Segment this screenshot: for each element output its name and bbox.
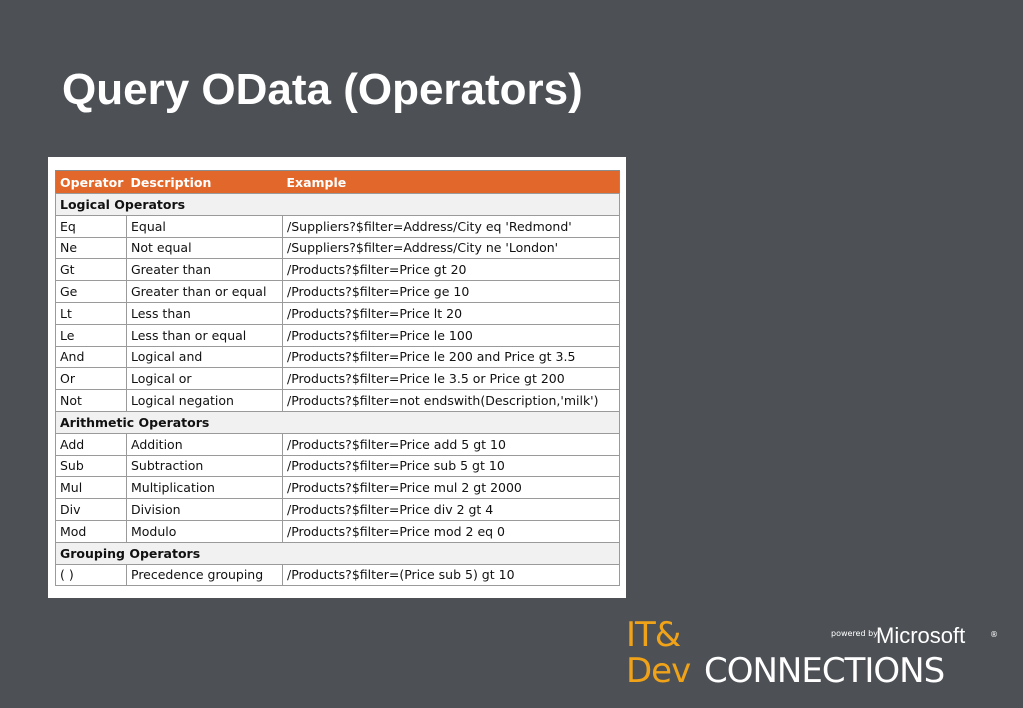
table-row bbox=[56, 259, 620, 281]
operator-cell: Eq bbox=[56, 215, 127, 237]
operator-cell: Lt bbox=[56, 302, 127, 324]
logo-dev-text: Dev bbox=[626, 651, 691, 691]
description-cell: Modulo bbox=[127, 520, 283, 542]
logo-it-text: IT& bbox=[626, 615, 681, 655]
operator-cell: Ge bbox=[56, 281, 127, 303]
group-label: Logical Operators bbox=[56, 194, 620, 216]
operator-cell: Ne bbox=[56, 237, 127, 259]
table-row bbox=[56, 281, 620, 303]
operator-cell: Le bbox=[56, 324, 127, 346]
group-row-arithmetic bbox=[56, 411, 620, 433]
table-row bbox=[56, 433, 620, 455]
operator-cell: Add bbox=[56, 433, 127, 455]
example-cell: /Products?$filter=Price le 200 and Price gt 3.5 bbox=[283, 346, 620, 368]
logo-connections-text: CONNECTIONS bbox=[704, 651, 945, 691]
group-row-grouping bbox=[56, 542, 620, 564]
table-row bbox=[56, 346, 620, 368]
description-cell: Logical or bbox=[127, 368, 283, 390]
operator-cell: Or bbox=[56, 368, 127, 390]
operator-cell: Mod bbox=[56, 520, 127, 542]
example-cell: /Products?$filter=Price add 5 gt 10 bbox=[283, 433, 620, 455]
description-cell: Less than bbox=[127, 302, 283, 324]
example-cell: /Products?$filter=Price lt 20 bbox=[283, 302, 620, 324]
example-cell: /Products?$filter=Price sub 5 gt 10 bbox=[283, 455, 620, 477]
table-row bbox=[56, 499, 620, 521]
operator-cell: Gt bbox=[56, 259, 127, 281]
group-row-logical bbox=[56, 194, 620, 216]
table-row bbox=[56, 302, 620, 324]
example-cell: /Products?$filter=Price mod 2 eq 0 bbox=[283, 520, 620, 542]
example-cell: /Products?$filter=Price gt 20 bbox=[283, 259, 620, 281]
table-row bbox=[56, 215, 620, 237]
description-cell: Not equal bbox=[127, 237, 283, 259]
table-row bbox=[56, 455, 620, 477]
example-cell: /Products?$filter=Price le 3.5 or Price gt 200 bbox=[283, 368, 620, 390]
table-row bbox=[56, 237, 620, 259]
header-description: Description bbox=[127, 171, 283, 194]
description-cell: Multiplication bbox=[127, 477, 283, 499]
operator-cell: Not bbox=[56, 390, 127, 412]
slide-title: Query OData (Operators) bbox=[62, 65, 583, 114]
table-row bbox=[56, 324, 620, 346]
example-cell: /Products?$filter=Price div 2 gt 4 bbox=[283, 499, 620, 521]
description-cell: Greater than or equal bbox=[127, 281, 283, 303]
example-cell: /Products?$filter=Price le 100 bbox=[283, 324, 620, 346]
example-cell: /Suppliers?$filter=Address/City ne 'London' bbox=[283, 237, 620, 259]
operator-cell: Div bbox=[56, 499, 127, 521]
description-cell: Subtraction bbox=[127, 455, 283, 477]
example-cell: /Products?$filter=not endswith(Description,'milk') bbox=[283, 390, 620, 412]
table-header-row bbox=[56, 171, 620, 194]
description-cell: Greater than bbox=[127, 259, 283, 281]
description-cell: Equal bbox=[127, 215, 283, 237]
description-cell: Division bbox=[127, 499, 283, 521]
operators-table-panel bbox=[48, 157, 626, 598]
it-dev-connections-logo bbox=[626, 615, 1006, 698]
example-cell: /Products?$filter=Price ge 10 bbox=[283, 281, 620, 303]
operator-cell: Mul bbox=[56, 477, 127, 499]
group-label: Arithmetic Operators bbox=[56, 411, 620, 433]
description-cell: Logical and bbox=[127, 346, 283, 368]
operator-cell: ( ) bbox=[56, 564, 127, 586]
operator-cell: Sub bbox=[56, 455, 127, 477]
operators-table bbox=[55, 170, 620, 586]
group-label: Grouping Operators bbox=[56, 542, 620, 564]
table-row bbox=[56, 368, 620, 390]
table-row bbox=[56, 477, 620, 499]
operator-cell: And bbox=[56, 346, 127, 368]
header-example: Example bbox=[283, 171, 620, 194]
description-cell: Addition bbox=[127, 433, 283, 455]
table-row bbox=[56, 390, 620, 412]
description-cell: Logical negation bbox=[127, 390, 283, 412]
example-cell: /Products?$filter=(Price sub 5) gt 10 bbox=[283, 564, 620, 586]
example-cell: /Suppliers?$filter=Address/City eq 'Redmond' bbox=[283, 215, 620, 237]
description-cell: Less than or equal bbox=[127, 324, 283, 346]
example-cell: /Products?$filter=Price mul 2 gt 2000 bbox=[283, 477, 620, 499]
table-row bbox=[56, 520, 620, 542]
logo-powered-by-text: powered by bbox=[831, 629, 878, 638]
header-operator: Operator bbox=[56, 171, 127, 194]
logo-microsoft-text: Microsoft bbox=[876, 623, 966, 648]
description-cell: Precedence grouping bbox=[127, 564, 283, 586]
table-row bbox=[56, 564, 620, 586]
logo-registered-mark: ® bbox=[990, 630, 998, 639]
